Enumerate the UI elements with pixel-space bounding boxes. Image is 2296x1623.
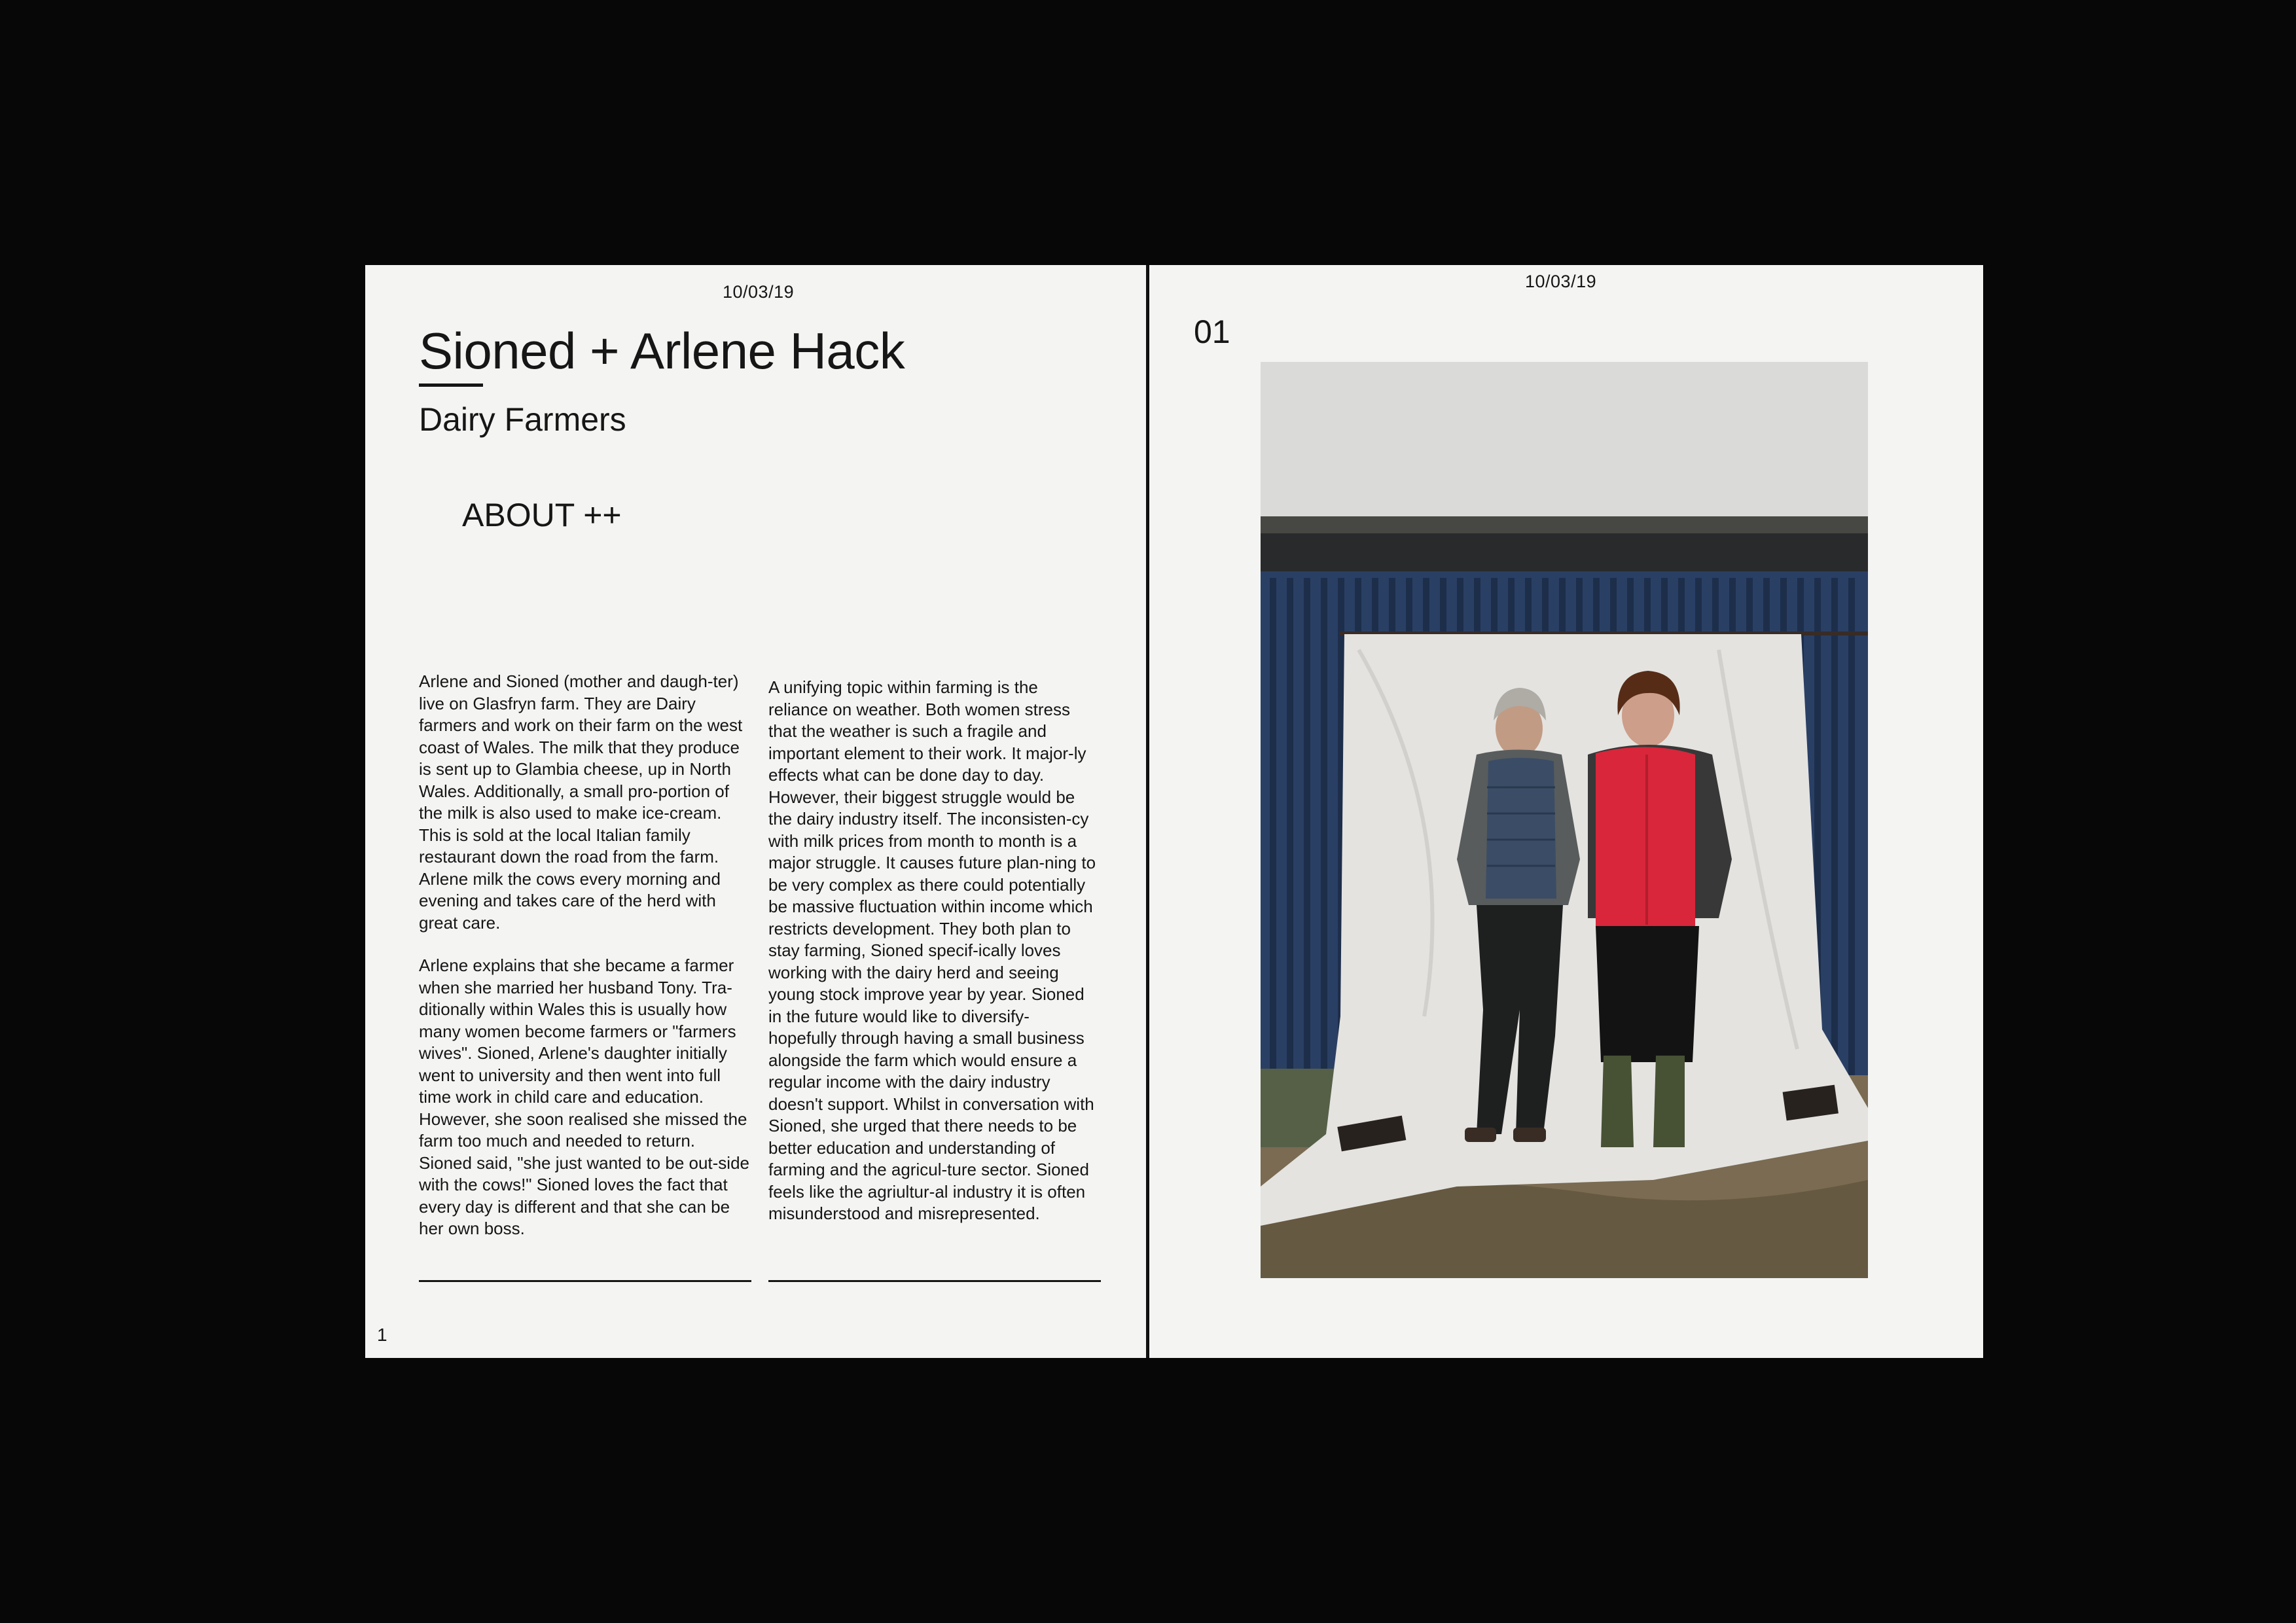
text-column-right <box>768 677 1101 1246</box>
column-rule-right <box>768 1280 1101 1282</box>
paragraph: Arlene explains that she became a farmer when she married her husband Tony. Tra-ditionally within Wales this is usually how many women become farmers or "farmers wives". Sioned, Arlene's daughter initially went to university and then went into full time work in child care and education. However, she soon realised she missed the farm too much and needed to return. Sioned said, "she just wanted to be out-side with the cows!" Sioned loves the fact that every day is different and that she can be her own boss. <box>419 955 749 1238</box>
column-rule-left <box>419 1280 751 1282</box>
text-column-left <box>419 671 751 1261</box>
photo-number: 01 <box>1194 313 1230 350</box>
paragraph: A unifying topic within farming is the reliance on weather. Both women stress that the weather is such a fragile and important element to their work. It major-ly effects what can be done day to day. However, their biggest struggle would be the dairy industry itself. The inconsisten-cy with milk prices from month to month is a major struggle. It causes future plan-ning to be very complex as there could potentially be massive fluctuation within income which restricts development. They both plan to stay farming, Sioned specif-ically loves working with the dairy herd and seeing young stock improve year by year. Sioned in the future would like to diversify- hopefully through having a small business alongside the farm which would ensure a regular income with the dairy industry doesn't support. Whilst in conversation with Sioned, she urged that there needs to be better education and understanding of farming and the agricul-ture sector. Sioned feels like the agriultur-al industry it is often misunderstood and misrepresented. <box>768 677 1096 1223</box>
section-heading: ABOUT ++ <box>462 497 622 533</box>
page-date: 10/03/19 <box>723 282 795 302</box>
page-number: 1 <box>377 1325 387 1345</box>
page-title: Sioned + Arlene Hack <box>419 322 905 380</box>
page-date: 10/03/19 <box>1525 272 1597 291</box>
book-spine <box>1146 265 1149 1358</box>
right-page <box>1149 265 1983 1358</box>
portrait-photo <box>1261 362 1868 1278</box>
page-subtitle: Dairy Farmers <box>419 401 626 438</box>
paragraph: Arlene and Sioned (mother and daugh-ter) live on Glasfryn farm. They are Dairy farmers and work on their farm on the west coast of Wales. The milk that they produce is sent up to Glambia cheese, up in North Wales. Additionally, a small pro-portion of the milk is also used to make ice-cream. This is sold at the local Italian family restaurant down the road from the farm. Arlene milk the cows every morning and evening and takes care of the herd with great care. <box>419 671 743 933</box>
title-underline <box>419 383 483 387</box>
left-page <box>365 265 1147 1358</box>
